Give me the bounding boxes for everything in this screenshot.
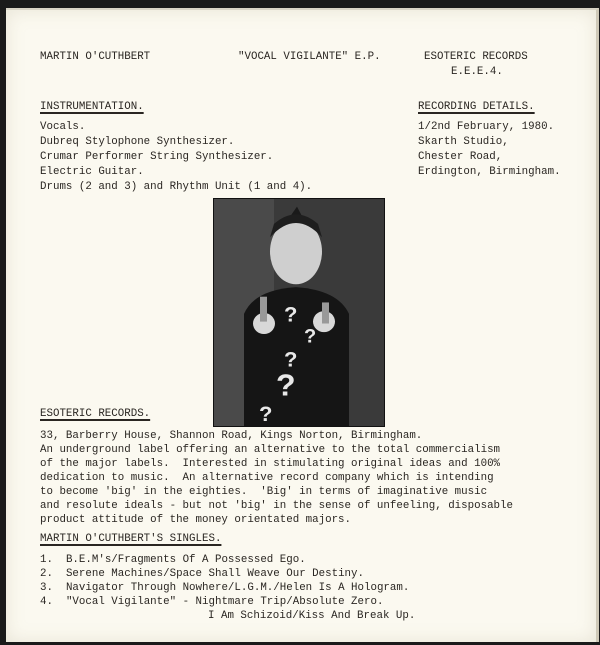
description-line: An underground label offering an alternative to the total commercialism [40, 444, 501, 456]
description-line: product attitude of the money orientated majors. [40, 514, 352, 526]
artist-name: MARTIN O'CUTHBERT [40, 51, 151, 63]
question-mark-print: ? [259, 402, 273, 426]
instrument-item: Dubreq Stylophone Synthesizer. [40, 136, 235, 148]
description-line: 33, Barberry House, Shannon Road, Kings Norton, Birmingham. [40, 430, 423, 442]
single-item: 2. Serene Machines/Space Shall Weave Our Destiny. [40, 568, 364, 580]
esoteric-heading: ESOTERIC RECORDS. [40, 408, 151, 420]
recording-line: Erdington, Birmingham. [418, 166, 561, 178]
question-mark-print: ? [284, 348, 298, 372]
recording-details [418, 120, 561, 180]
instrumentation-heading: INSTRUMENTATION. [40, 101, 144, 113]
description-line: of the major labels. Interested in stimulating original ideas and 100% [40, 458, 501, 470]
instrumentation-list [40, 120, 312, 195]
esoteric-description [40, 429, 513, 527]
single-item: 3. Navigator Through Nowhere/L.G.M./Helen Is A Hologram. [40, 582, 410, 594]
description-line: to become 'big' in the eighties. 'Big' in terms of imaginative music [40, 486, 488, 498]
label-name: ESOTERIC RECORDS [424, 51, 528, 63]
recording-line: 1/2nd February, 1980. [418, 121, 555, 133]
ep-title: "VOCAL VIGILANTE" E.P. [238, 51, 381, 63]
question-mark-print: ? [276, 367, 296, 403]
singles-heading: MARTIN O'CUTHBERT'S SINGLES. [40, 533, 222, 545]
description-line: and resolute ideals - but not 'big' in the sense of unfeeling, disposable [40, 500, 513, 512]
description-line: dedication to music. An alternative record company which is intending [40, 472, 494, 484]
instrument-item: Electric Guitar. [40, 166, 144, 178]
single-item: 1. B.E.M's/Fragments Of A Possessed Ego. [40, 554, 306, 566]
single-item: 4. "Vocal Vigilante" - Nightmare Trip/Absolute Zero. [40, 596, 384, 608]
singles-list [40, 553, 409, 609]
recording-heading: RECORDING DETAILS. [418, 101, 535, 113]
artist-photo [213, 198, 385, 427]
single-continuation: I Am Schizoid/Kiss And Break Up. [208, 610, 416, 622]
catalogue-number: E.E.E.4. [451, 66, 503, 78]
recording-line: Skarth Studio, [418, 136, 509, 148]
instrument-item: Crumar Performer String Synthesizer. [40, 151, 274, 163]
question-mark-print: ? [304, 326, 317, 348]
recording-line: Chester Road, [418, 151, 503, 163]
instrument-item: Drums (2 and 3) and Rhythm Unit (1 and 4). [40, 181, 313, 193]
instrument-item: Vocals. [40, 121, 86, 133]
question-mark-print: ? [284, 303, 298, 327]
